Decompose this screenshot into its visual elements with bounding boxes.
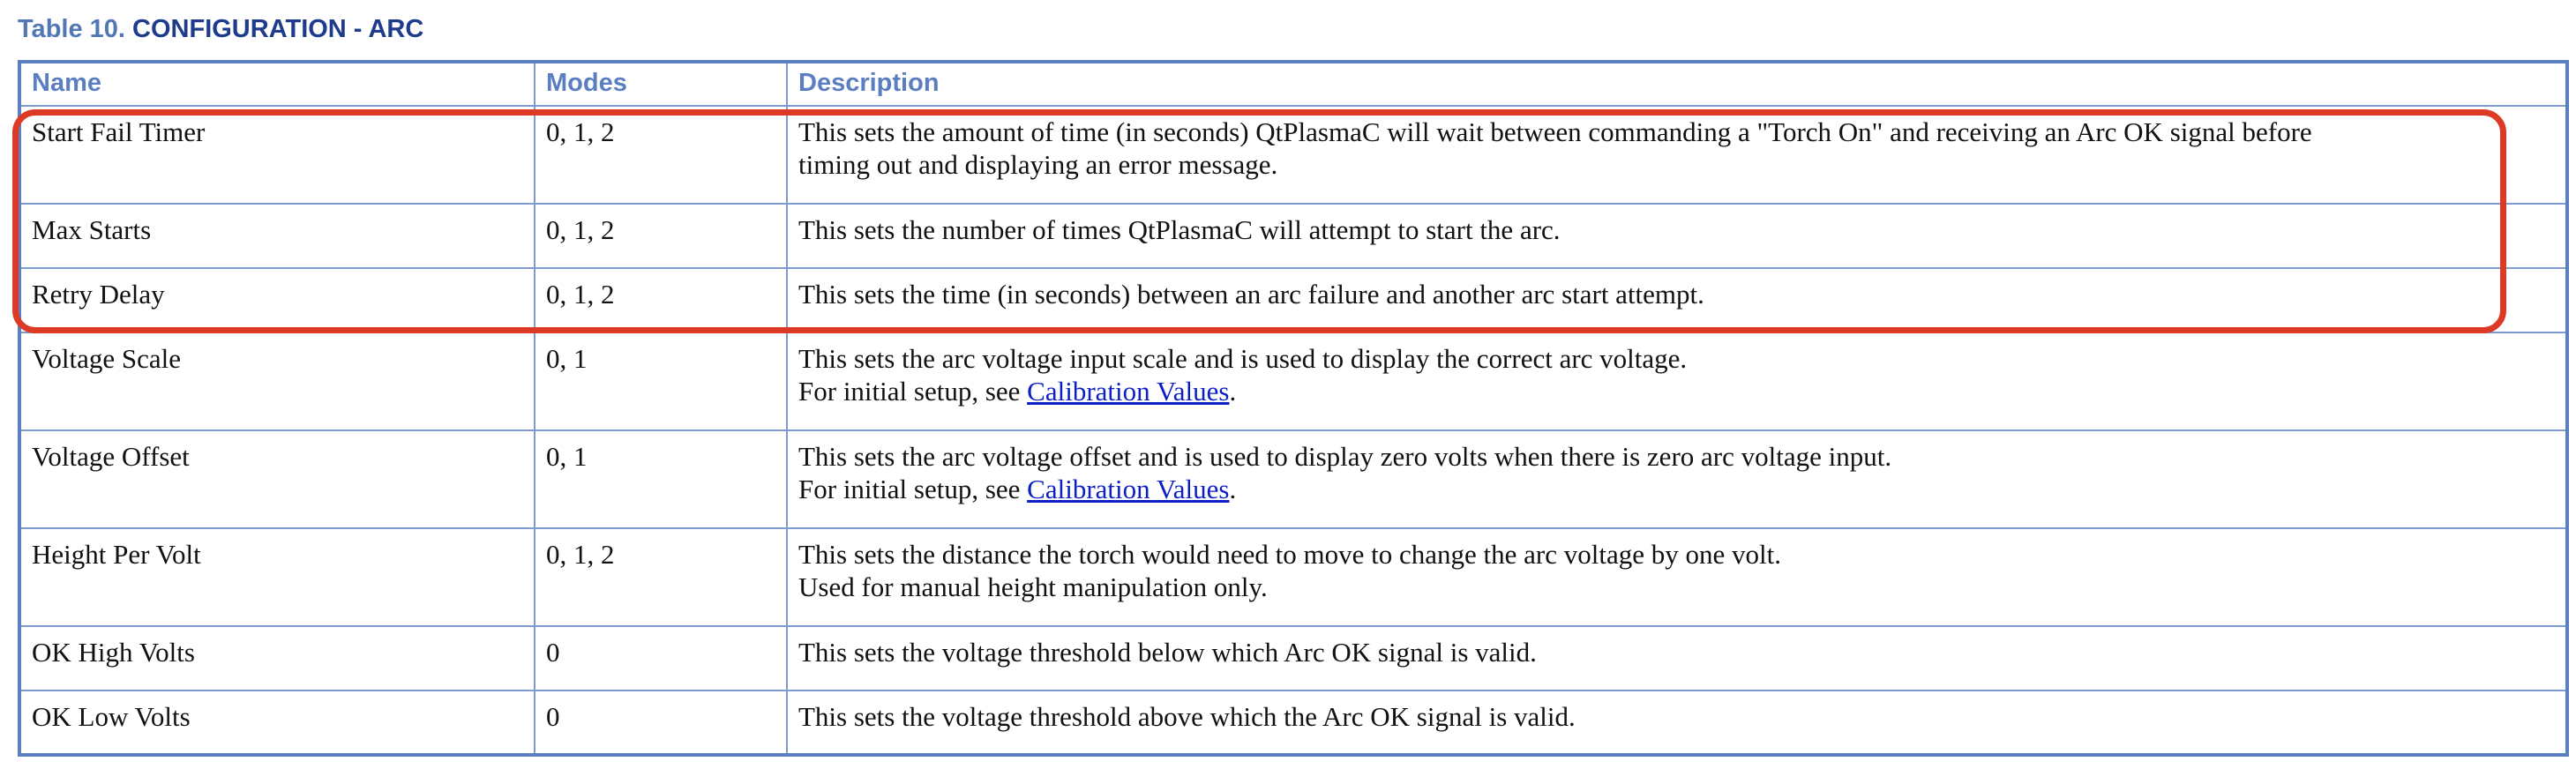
description-line xyxy=(798,375,2565,407)
description-line: Used for manual height manipulation only. xyxy=(798,571,1268,603)
description-line: This sets the amount of time (in seconds) QtPlasmaC will wait between commanding a "Torch On" and receiving an Arc OK signal before xyxy=(798,116,2312,147)
description-line xyxy=(798,473,2565,505)
row-description xyxy=(787,268,2567,332)
calibration-values-link[interactable]: Calibration Values xyxy=(1027,375,1230,407)
setup-prefix: For initial setup, see xyxy=(798,375,1028,407)
description-line: timing out and displaying an error message. xyxy=(798,149,1278,180)
table-row xyxy=(19,430,2567,528)
row-name: Start Fail Timer xyxy=(19,106,535,204)
config-arc-table xyxy=(18,60,2569,757)
table-row xyxy=(19,332,2567,430)
row-name: OK High Volts xyxy=(19,626,535,691)
row-modes: 0, 1, 2 xyxy=(535,268,787,332)
table-number: Table 10. xyxy=(18,15,125,43)
setup-prefix: For initial setup, see xyxy=(798,473,1028,504)
row-description xyxy=(787,528,2567,626)
description-line: This sets the arc voltage input scale and is used to display the correct arc voltage. xyxy=(798,342,1688,374)
row-modes: 0, 1, 2 xyxy=(535,106,787,204)
description-line: This sets the voltage threshold below which Arc OK signal is valid. xyxy=(798,637,1537,668)
row-name: Height Per Volt xyxy=(19,528,535,626)
table-row xyxy=(19,106,2567,204)
row-modes: 0 xyxy=(535,691,787,755)
row-modes: 0, 1 xyxy=(535,430,787,528)
row-description xyxy=(787,626,2567,691)
header-description: Description xyxy=(787,62,2567,106)
description-line: This sets the time (in seconds) between an arc failure and another arc start attempt. xyxy=(798,278,1704,310)
row-name: Voltage Offset xyxy=(19,430,535,528)
table-caption xyxy=(18,11,423,48)
table-title: CONFIGURATION - ARC xyxy=(132,15,424,43)
row-name: OK Low Volts xyxy=(19,691,535,755)
row-description xyxy=(787,106,2567,204)
header-name: Name xyxy=(19,62,535,106)
row-description xyxy=(787,204,2567,268)
description-line: This sets the number of times QtPlasmaC will attempt to start the arc. xyxy=(798,214,1561,246)
table-row xyxy=(19,528,2567,626)
row-modes: 0, 1, 2 xyxy=(535,528,787,626)
row-name: Max Starts xyxy=(19,204,535,268)
row-description xyxy=(787,691,2567,755)
description-line: This sets the distance the torch would need to move to change the arc voltage by one volt. xyxy=(798,539,1781,571)
calibration-values-link[interactable]: Calibration Values xyxy=(1027,473,1230,504)
table-row xyxy=(19,204,2567,268)
row-name: Retry Delay xyxy=(19,268,535,332)
table-row xyxy=(19,268,2567,332)
row-name: Voltage Scale xyxy=(19,332,535,430)
setup-suffix: . xyxy=(1229,473,1237,504)
setup-suffix: . xyxy=(1229,375,1237,407)
description-line: This sets the voltage threshold above which the Arc OK signal is valid. xyxy=(798,701,1576,733)
table-row xyxy=(19,626,2567,691)
row-modes: 0 xyxy=(535,626,787,691)
row-modes: 0, 1, 2 xyxy=(535,204,787,268)
description-line: This sets the arc voltage offset and is used to display zero volts when there is zero arc voltage input. xyxy=(798,440,1892,472)
header-row xyxy=(19,62,2567,106)
header-modes: Modes xyxy=(535,62,787,106)
row-description xyxy=(787,332,2567,430)
row-description xyxy=(787,430,2567,528)
table-row xyxy=(19,691,2567,755)
row-modes: 0, 1 xyxy=(535,332,787,430)
